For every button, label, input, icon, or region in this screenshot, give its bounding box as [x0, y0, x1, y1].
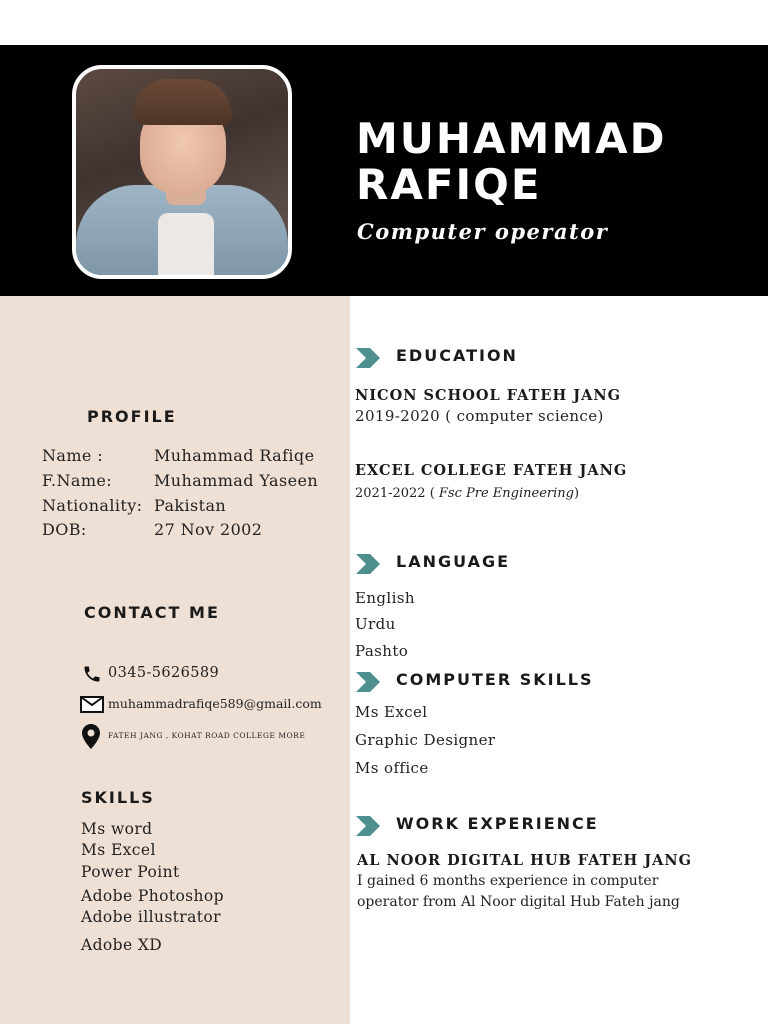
profile-label-dob: DOB:: [42, 520, 87, 539]
profile-heading: PROFILE: [87, 407, 177, 426]
skill-item: Adobe Photoshop: [81, 887, 224, 905]
profile-photo: [72, 65, 292, 279]
contact-phone[interactable]: 0345-5626589: [108, 665, 220, 681]
work-description-line-1: I gained 6 months experience in computer: [357, 873, 659, 889]
chevron-arrow-icon: [356, 816, 382, 836]
computer-skill-item: Ms office: [355, 759, 429, 777]
profile-value-name: Muhammad Rafiqe: [154, 446, 315, 465]
language-item: English: [355, 589, 415, 607]
skills-heading: SKILLS: [81, 788, 155, 807]
profile-label-name: Name :: [42, 446, 104, 465]
education-program-2: Fsc Pre Engineering: [438, 486, 574, 501]
profile-label-fname: F.Name:: [42, 471, 113, 490]
language-item: Pashto: [355, 642, 409, 660]
chevron-arrow-icon: [356, 672, 382, 692]
skill-item: Ms word: [81, 820, 153, 838]
contact-address: FATEH JANG , KOHAT ROAD COLLEGE MORE: [108, 731, 306, 740]
education-close-2: ): [573, 486, 580, 501]
work-organization: AL NOOR DIGITAL HUB FATEH JANG: [357, 852, 693, 869]
language-item: Urdu: [355, 615, 396, 633]
work-description-line-2: operator from Al Noor digital Hub Fateh jang: [357, 894, 680, 910]
skill-item: Power Point: [81, 863, 180, 881]
profile-label-nationality: Nationality:: [42, 496, 143, 515]
computer-skill-item: Graphic Designer: [355, 731, 496, 749]
location-pin-icon: [82, 724, 100, 749]
profile-value-dob: 27 Nov 2002: [154, 520, 263, 539]
job-title: Computer operator: [357, 219, 609, 244]
education-school-2: EXCEL COLLEGE FATEH JANG: [355, 462, 628, 479]
education-school-1: NICON SCHOOL FATEH JANG: [355, 387, 621, 404]
candidate-name: [356, 116, 667, 208]
contact-email[interactable]: muhammadrafiqe589@gmail.com: [108, 696, 322, 711]
education-detail-2: [355, 486, 579, 501]
phone-icon: [82, 664, 102, 684]
mail-icon: [80, 696, 104, 713]
profile-value-nationality: Pakistan: [154, 496, 227, 515]
work-experience-heading: WORK EXPERIENCE: [396, 814, 599, 833]
skill-item: Adobe illustrator: [81, 908, 221, 926]
computer-skill-item: Ms Excel: [355, 703, 428, 721]
name-line-1: MUHAMMAD: [356, 114, 667, 163]
profile-value-fname: Muhammad Yaseen: [154, 471, 319, 490]
skill-item: Ms Excel: [81, 841, 156, 859]
name-line-2: RAFIQE: [356, 160, 542, 209]
chevron-arrow-icon: [356, 348, 382, 368]
contact-heading: CONTACT ME: [84, 603, 220, 622]
education-year-2: 2021-2022 (: [355, 486, 439, 501]
chevron-arrow-icon: [356, 554, 382, 574]
language-heading: LANGUAGE: [396, 552, 511, 571]
skill-item: Adobe XD: [81, 936, 163, 954]
education-heading: EDUCATION: [396, 346, 518, 365]
education-detail-1: 2019-2020 ( computer science): [355, 407, 604, 425]
computer-skills-heading: COMPUTER SKILLS: [396, 670, 594, 689]
